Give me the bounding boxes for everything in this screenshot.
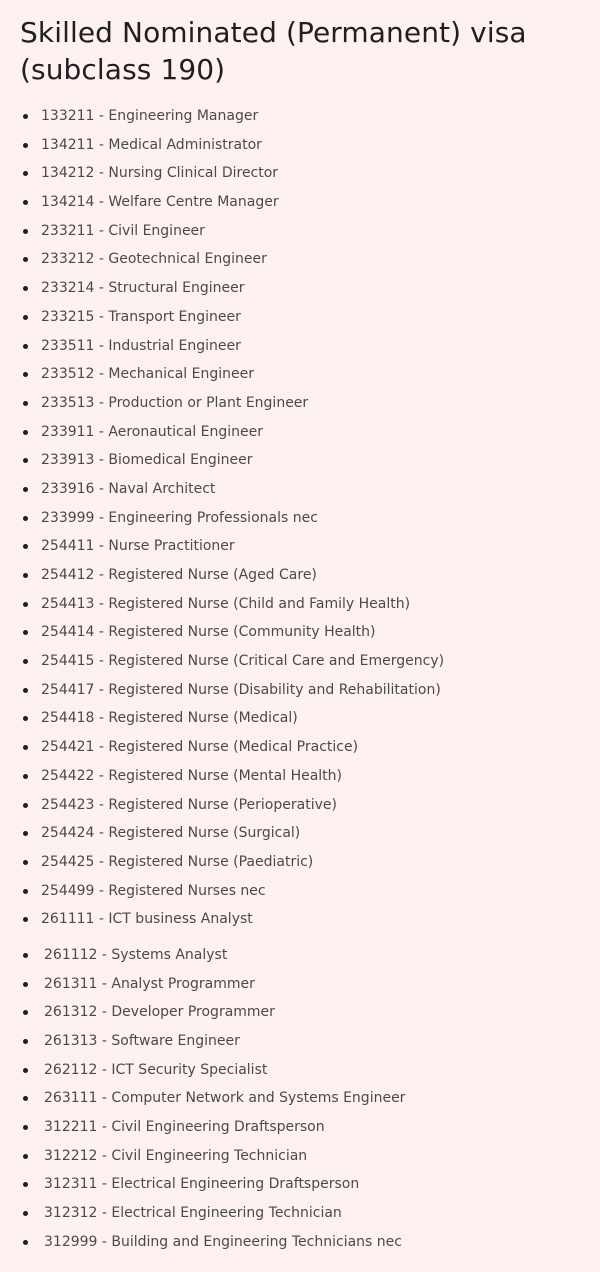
occupation-list-item [20,998,580,1027]
occupation-list-2 [20,941,580,1257]
bullet-icon [23,953,28,958]
occupation-text: 233512 - Mechanical Engineer [41,366,254,383]
occupation-text: 312211 - Civil Engineering Draftsperson [44,1119,325,1136]
occupation-list-item [20,1084,580,1113]
occupation-text: 254423 - Registered Nurse (Perioperative) [41,796,337,813]
bullet-icon [23,114,28,119]
bullet-icon [23,544,28,549]
occupation-text: 261112 - Systems Analyst [44,946,228,963]
bullet-icon [23,1240,28,1245]
bullet-icon [23,982,28,987]
bullet-icon [23,602,28,607]
bullet-icon [23,889,28,894]
page-title: Skilled Nominated (Permanent) visa (subclass 190) [20,16,527,86]
bullet-icon [23,315,28,320]
bullet-icon [23,143,28,148]
bullet-icon [23,401,28,406]
occupation-list-item [20,131,580,160]
occupation-text: 312312 - Electrical Engineering Technician [44,1205,342,1222]
occupation-list-item [20,360,580,389]
occupation-list-1 [20,102,580,934]
occupation-text: 261311 - Analyst Programmer [44,975,255,992]
bullet-icon [23,1096,28,1101]
occupation-list-item [20,532,580,561]
occupation-list-item [20,1228,580,1257]
bullet-icon [23,372,28,377]
occupation-text: 254413 - Registered Nurse (Child and Family Health) [41,595,411,612]
bullet-icon [23,344,28,349]
occupation-list-item [20,905,580,934]
occupation-text: 254421 - Registered Nurse (Medical Practice) [41,739,359,756]
bullet-icon [23,257,28,262]
occupation-list-item [20,188,580,217]
bullet-icon [23,200,28,205]
bullet-icon [23,286,28,291]
occupation-list-item [20,1170,580,1199]
bullet-icon [23,573,28,578]
bullet-icon [23,458,28,463]
bullet-icon [23,1068,28,1073]
occupation-text: 254418 - Registered Nurse (Medical) [41,710,298,727]
occupation-text: 233999 - Engineering Professionals nec [41,509,318,526]
occupation-list-item [20,877,580,906]
bullet-icon [23,1125,28,1130]
bullet-icon [23,229,28,234]
occupation-list-item [20,941,580,970]
occupation-text: 254422 - Registered Nurse (Mental Health) [41,767,343,784]
occupation-text: 254411 - Nurse Practitioner [41,538,235,555]
occupation-text: 254412 - Registered Nurse (Aged Care) [41,567,317,583]
occupation-list-item [20,1027,580,1056]
bullet-icon [23,831,28,836]
bullet-icon [23,803,28,808]
occupation-text: 254414 - Registered Nurse (Community Health) [41,624,376,641]
occupation-text: 312999 - Building and Engineering Technicians nec [44,1233,402,1250]
occupation-list-item [20,102,580,131]
occupation-text: 312212 - Civil Engineering Technician [44,1147,308,1164]
occupation-list-item [20,1056,580,1085]
bullet-icon [23,1154,28,1159]
occupation-text: 134214 - Welfare Centre Manager [41,194,279,211]
occupation-list-item [20,274,580,303]
occupation-list-item [20,704,580,733]
occupation-text: 254424 - Registered Nurse (Surgical) [41,825,301,842]
occupation-text: 233212 - Geotechnical Engineer [41,251,267,268]
occupation-list-item [20,389,580,418]
occupation-list-item [20,475,580,504]
bullet-icon [23,688,28,693]
occupation-text: 261313 - Software Engineer [44,1033,240,1049]
occupation-list-item [20,848,580,877]
occupation-list-item [20,245,580,274]
bullet-icon [23,1182,28,1187]
occupation-text: 312311 - Electrical Engineering Draftsperson [44,1176,360,1193]
bullet-icon [23,171,28,176]
bullet-icon [23,774,28,779]
occupation-list-item [20,733,580,762]
occupation-text: 254417 - Registered Nurse (Disability and Rehabilitation) [41,681,441,698]
occupation-text: 263111 - Computer Network and Systems Engineer [44,1090,406,1107]
occupation-text: 261111 - ICT business Analyst [41,911,253,928]
occupation-list-item [20,332,580,361]
occupation-list-item [20,1142,580,1171]
occupation-list-item [20,647,580,676]
bullet-icon [23,659,28,664]
occupation-list-item [20,590,580,619]
bullet-icon [23,487,28,492]
occupation-text: 134211 - Medical Administrator [41,136,262,153]
bullet-icon [23,745,28,750]
bullet-icon [23,430,28,435]
occupation-text: 254425 - Registered Nurse (Paediatric) [41,853,314,870]
bullet-icon [23,716,28,721]
bullet-icon [23,630,28,635]
occupation-list-item [20,819,580,848]
occupation-text: 254499 - Registered Nurses nec [41,882,266,899]
occupation-text: 261312 - Developer Programmer [44,1004,275,1021]
bullet-icon [23,516,28,521]
occupation-text: 133211 - Engineering Manager [41,108,259,124]
occupation-list-item [20,561,580,590]
occupation-list-item [20,418,580,447]
occupation-list-item [20,1113,580,1142]
bullet-icon [23,860,28,865]
occupation-list-item [20,970,580,999]
occupation-list-item [20,504,580,533]
bullet-icon [23,917,28,922]
occupation-text: 233511 - Industrial Engineer [41,337,241,354]
occupation-text: 134212 - Nursing Clinical Director [41,165,279,182]
occupation-text: 233911 - Aeronautical Engineer [41,423,264,440]
occupation-text: 233211 - Civil Engineer [41,222,205,239]
occupation-list-item [20,446,580,475]
occupation-list-item [20,217,580,246]
occupation-text: 262112 - ICT Security Specialist [44,1061,268,1078]
occupation-text: 233916 - Naval Architect [41,480,216,497]
occupation-text: 233215 - Transport Engineer [41,308,241,325]
occupation-list-item [20,159,580,188]
occupation-list-item [20,676,580,705]
occupation-list-item [20,1199,580,1228]
bullet-icon [23,1010,28,1015]
occupation-list-item [20,762,580,791]
bullet-icon [23,1211,28,1216]
occupation-text: 233513 - Production or Plant Engineer [41,394,309,411]
occupation-list-item [20,618,580,647]
occupation-list-item [20,303,580,332]
occupation-list-item [20,791,580,820]
bullet-icon [23,1039,28,1044]
occupation-text: 233214 - Structural Engineer [41,280,245,297]
occupation-text: 233913 - Biomedical Engineer [41,452,253,469]
occupation-text: 254415 - Registered Nurse (Critical Care and Emergency) [41,653,445,670]
